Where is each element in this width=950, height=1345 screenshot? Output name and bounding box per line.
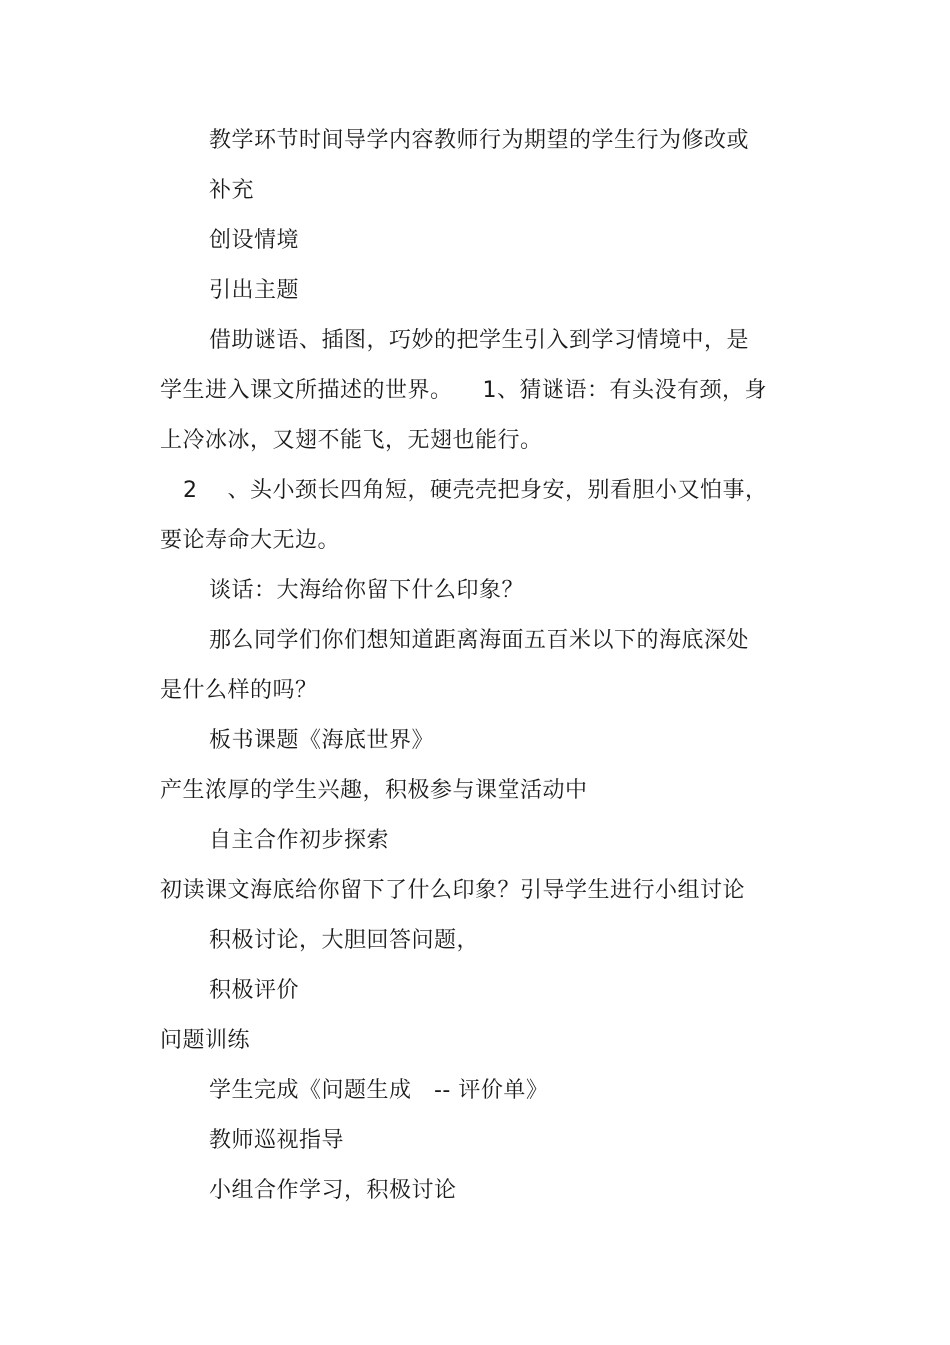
text-line: 2 、头小颈长四角短，硬壳壳把身安，别看胆小又怕事， xyxy=(183,478,768,503)
text-line: 创设情境 xyxy=(209,228,300,253)
text-line: 教师巡视指导 xyxy=(209,1128,345,1153)
text-line: 板书课题《海底世界》 xyxy=(209,728,435,753)
text-line: 小组合作学习，积极讨论 xyxy=(209,1178,457,1203)
text-line: 上冷冰冰，又翅不能飞，无翅也能行。 xyxy=(160,428,543,453)
text-line: 谈话：大海给你留下什么印象？ xyxy=(209,578,525,603)
text-line: 学生完成《问题生成 -- 评价单》 xyxy=(209,1078,549,1103)
text-line: 初读课文海底给你留下了什么印象？引导学生进行小组讨论 xyxy=(160,878,746,903)
text-line: 自主合作初步探索 xyxy=(209,828,390,853)
text-line: 补充 xyxy=(209,178,255,203)
text-line: 学生进入课文所描述的世界。 1、猜谜语：有头没有颈，身 xyxy=(160,378,767,403)
text-line: 积极评价 xyxy=(209,978,300,1003)
text-line: 是什么样的吗？ xyxy=(160,678,318,703)
text-line: 问题训练 xyxy=(160,1028,251,1053)
text-line: 引出主题 xyxy=(209,278,300,303)
text-line: 产生浓厚的学生兴趣，积极参与课堂活动中 xyxy=(160,778,588,803)
text-line: 那么同学们你们想知道距离海面五百米以下的海底深处 xyxy=(209,628,750,653)
text-line: 积极讨论，大胆回答问题， xyxy=(209,928,480,953)
text-line: 教学环节时间导学内容教师行为期望的学生行为修改或 xyxy=(209,128,750,153)
text-line: 要论寿命大无边。 xyxy=(160,528,341,553)
text-line: 借助谜语、插图，巧妙的把学生引入到学习情境中，是 xyxy=(209,328,750,353)
